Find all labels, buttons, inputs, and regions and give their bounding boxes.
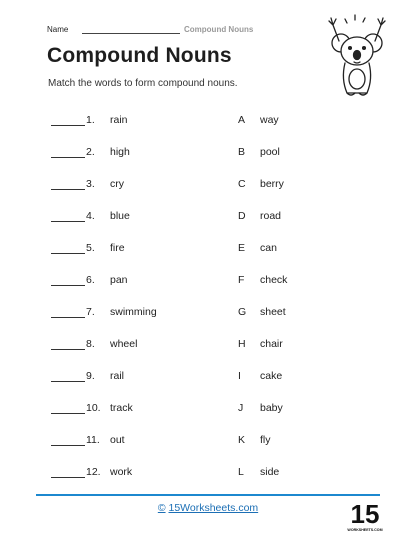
answer-blank[interactable] — [51, 125, 85, 126]
footer-divider — [36, 494, 380, 496]
item-number: 8. — [86, 338, 95, 350]
second-word: sheet — [260, 306, 286, 318]
choice-letter: L — [238, 466, 244, 478]
second-word: cake — [260, 370, 283, 382]
first-word: rain — [110, 114, 128, 126]
item-number: 6. — [86, 274, 95, 286]
item-number: 5. — [86, 242, 95, 254]
list-item — [0, 144, 416, 164]
choice-letter: B — [238, 146, 246, 158]
list-item — [0, 304, 416, 324]
second-word: chair — [260, 338, 283, 350]
logo-number: 15 — [350, 499, 380, 529]
choice-letter: I — [238, 370, 241, 382]
item-number: 10. — [86, 402, 101, 414]
choice-letter: K — [238, 434, 246, 446]
name-line — [82, 33, 180, 34]
first-word: fire — [110, 242, 125, 254]
list-item — [0, 208, 416, 228]
instructions: Match the words to form compound nouns. — [48, 78, 238, 89]
item-number: 1. — [86, 114, 95, 126]
answer-blank[interactable] — [51, 413, 85, 414]
choice-letter: D — [238, 210, 246, 222]
list-item — [0, 336, 416, 356]
list-item — [0, 176, 416, 196]
item-number: 3. — [86, 178, 95, 190]
item-number: 12. — [86, 466, 101, 478]
answer-blank[interactable] — [51, 221, 85, 222]
item-number: 9. — [86, 370, 95, 382]
second-word: road — [260, 210, 282, 222]
second-word: berry — [260, 178, 284, 190]
first-word: work — [110, 466, 133, 478]
second-word: fly — [260, 434, 271, 446]
second-word: check — [260, 274, 288, 286]
second-word: pool — [260, 146, 280, 158]
choice-letter: G — [238, 306, 247, 318]
first-word: wheel — [110, 338, 138, 350]
item-number: 2. — [86, 146, 95, 158]
first-word: track — [110, 402, 133, 414]
answer-blank[interactable] — [51, 381, 85, 382]
first-word: out — [110, 434, 125, 446]
copyright-symbol: © — [157, 502, 166, 514]
second-word: side — [260, 466, 280, 478]
answer-blank[interactable] — [51, 189, 85, 190]
first-word: high — [110, 146, 130, 158]
page-title: Compound Nouns — [47, 44, 232, 67]
second-word: baby — [260, 402, 283, 414]
first-word: blue — [110, 210, 130, 222]
first-word: swimming — [110, 306, 157, 318]
item-number: 4. — [86, 210, 95, 222]
site-link[interactable]: 15Worksheets.com — [168, 502, 259, 514]
answer-blank[interactable] — [51, 285, 85, 286]
list-item — [0, 432, 416, 452]
worksheets-logo-icon — [347, 499, 383, 533]
list-item — [0, 112, 416, 132]
logo-text: WORKSHEETS.COM — [347, 528, 383, 532]
choice-letter: J — [238, 402, 244, 414]
choice-letter: H — [238, 338, 246, 350]
choice-letter: E — [238, 242, 246, 254]
list-item — [0, 400, 416, 420]
answer-blank[interactable] — [51, 477, 85, 478]
answer-blank[interactable] — [51, 317, 85, 318]
list-item — [0, 272, 416, 292]
item-number: 7. — [86, 306, 95, 318]
choice-letter: C — [238, 178, 246, 190]
first-word: pan — [110, 274, 128, 286]
item-number: 11. — [86, 434, 100, 446]
name-label: Name — [47, 25, 69, 34]
choice-letter: F — [238, 274, 245, 286]
koala-illustration-icon — [325, 13, 389, 99]
header-topic: Compound Nouns — [184, 25, 254, 34]
second-word: way — [260, 114, 279, 126]
second-word: can — [260, 242, 277, 254]
list-item — [0, 368, 416, 388]
first-word: cry — [110, 178, 124, 190]
answer-blank[interactable] — [51, 253, 85, 254]
first-word: rail — [110, 370, 125, 382]
list-item — [0, 464, 416, 484]
choice-letter: A — [238, 114, 246, 126]
answer-blank[interactable] — [51, 349, 85, 350]
answer-blank[interactable] — [51, 445, 85, 446]
list-item — [0, 240, 416, 260]
answer-blank[interactable] — [51, 157, 85, 158]
